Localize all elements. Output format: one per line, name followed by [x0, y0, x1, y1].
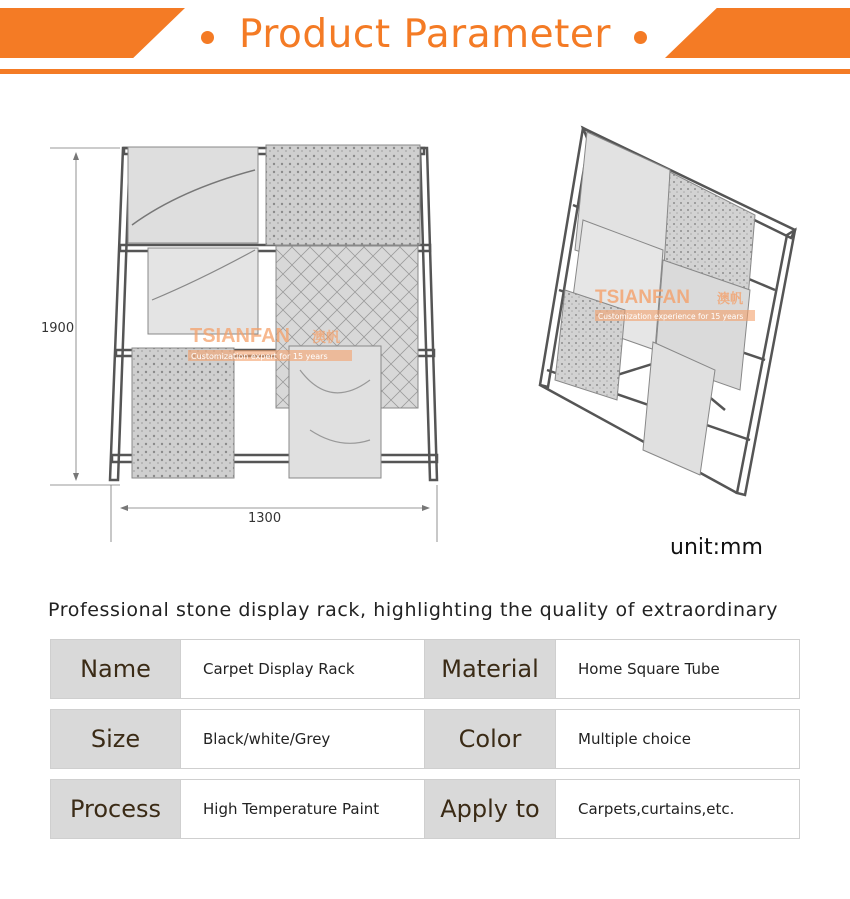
height-dimension-label: 1900: [41, 321, 75, 336]
isometric-view-drawing: [525, 110, 805, 505]
watermark-brand-front: TSIANFAN: [190, 325, 290, 347]
parameter-row: [50, 639, 800, 699]
banner-stripe-right: [665, 8, 850, 58]
width-dimension-label: 1300: [248, 511, 282, 526]
header-banner: [0, 0, 850, 78]
watermark-chinese-iso: 澳帆: [717, 292, 744, 307]
param-value-color: Multiple choice: [556, 709, 800, 769]
front-view-drawing: [40, 130, 450, 550]
param-value-material: Home Square Tube: [556, 639, 800, 699]
watermark-chinese-front: 澳帆: [312, 330, 340, 346]
parameter-row: [50, 779, 800, 839]
param-label-name: Name: [50, 639, 181, 699]
param-label-material: Material: [425, 639, 556, 699]
param-label-size: Size: [50, 709, 181, 769]
param-value-process: High Temperature Paint: [181, 779, 425, 839]
watermark-slogan-front: Customization expert for 15 years: [191, 352, 328, 361]
param-label-apply-to: Apply to: [425, 779, 556, 839]
param-value-size: Black/white/Grey: [181, 709, 425, 769]
param-value-apply-to: Carpets,curtains,etc.: [556, 779, 800, 839]
tagline: Professional stone display rack, highlighting the quality of extraordinary: [48, 599, 779, 621]
param-label-color: Color: [425, 709, 556, 769]
unit-label: unit:mm: [670, 535, 763, 560]
param-value-name: Carpet Display Rack: [181, 639, 425, 699]
page-title: Product Parameter: [239, 12, 611, 57]
parameter-row: [50, 709, 800, 769]
parameter-table: [50, 639, 800, 849]
watermark-brand-iso: TSIANFAN: [595, 287, 690, 308]
banner-stripe-left: [0, 8, 185, 58]
watermark-slogan-iso: Customization experience for 15 years: [598, 312, 744, 321]
banner-underline: [0, 69, 850, 74]
param-label-process: Process: [50, 779, 181, 839]
banner-dot-right: [634, 31, 647, 44]
banner-dot-left: [201, 31, 214, 44]
